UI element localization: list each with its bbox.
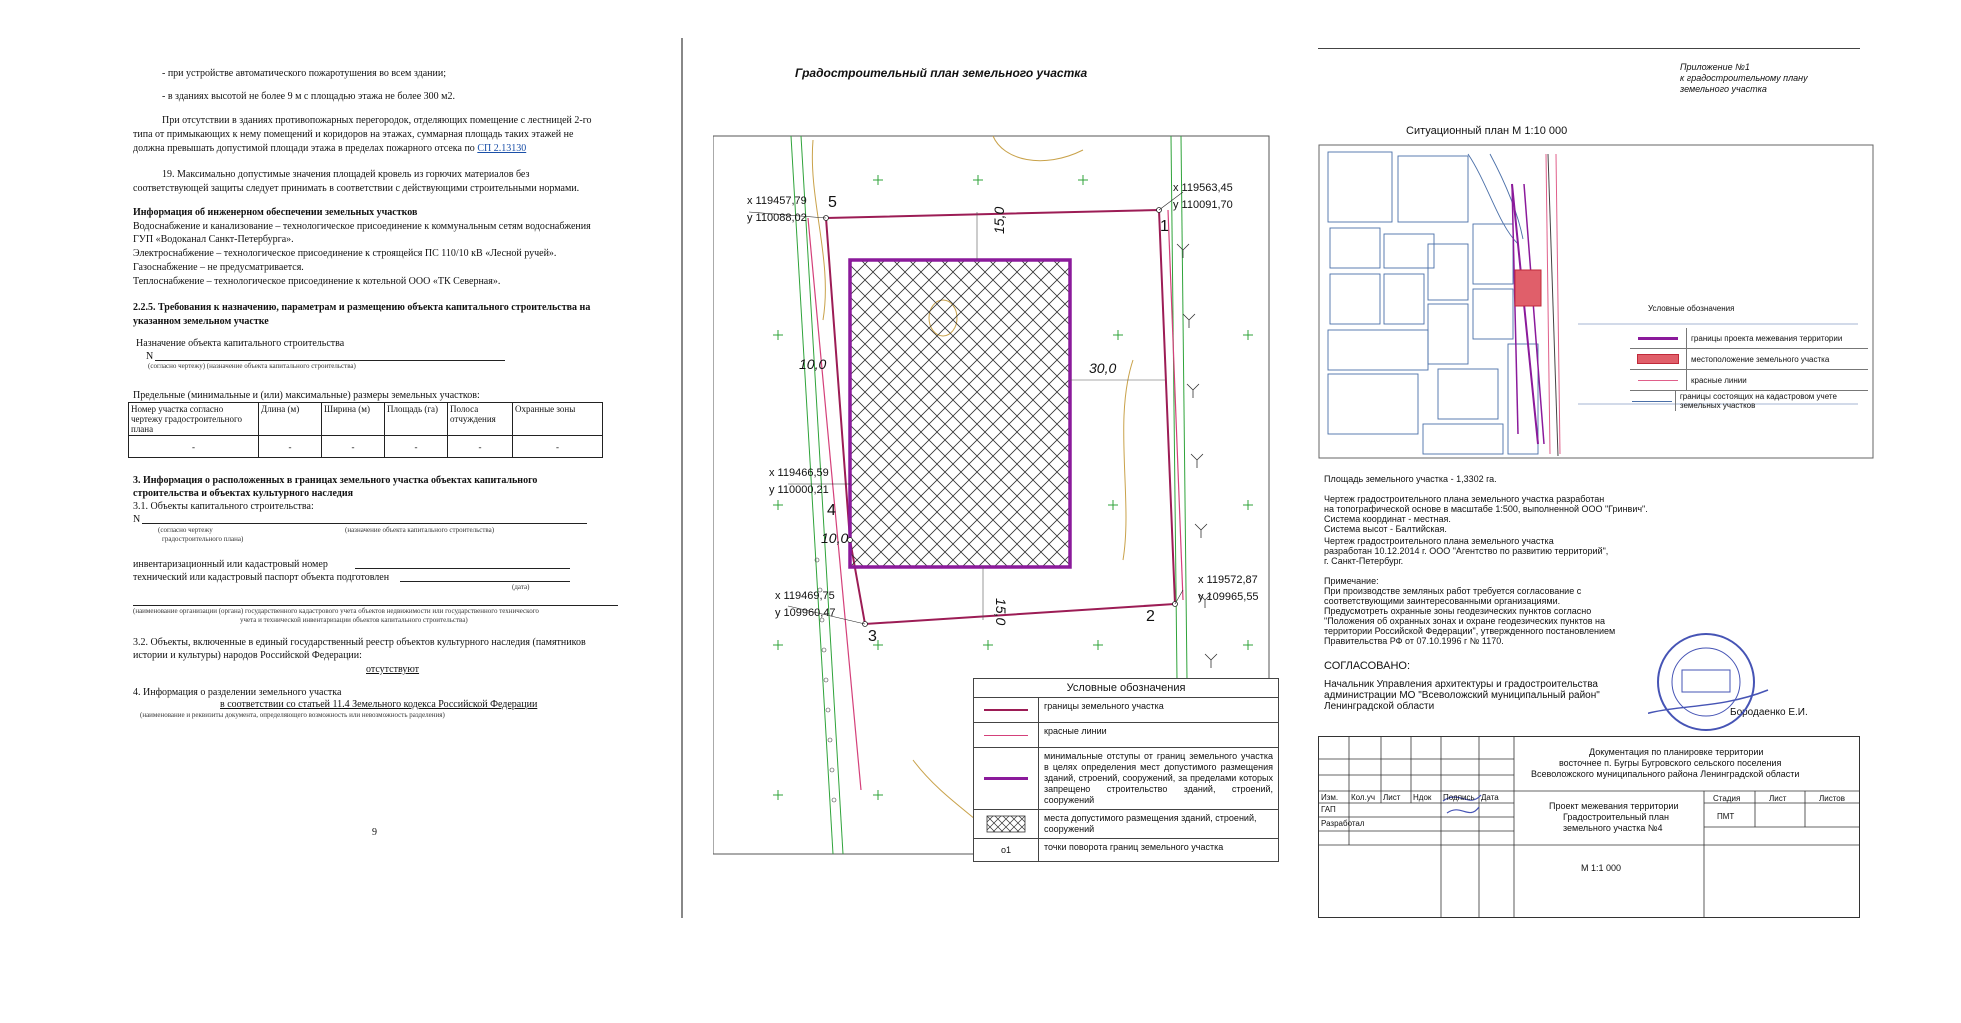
document-page-left — [0, 0, 680, 1023]
legend-text: точки поворота границ земельного участка — [1044, 842, 1224, 852]
legend-text: границы земельного участка — [1044, 701, 1164, 711]
note-line: Система координат - местная. — [1324, 514, 1451, 524]
stamp-col: Кол.уч — [1351, 793, 1375, 802]
legend-symbol — [974, 698, 1039, 722]
legend-title: Условные обозначения — [1648, 304, 1735, 313]
paragraph: Водоснабжение и канализование – технологическое присоединение к коммунальным сетям водоснабжения — [133, 221, 591, 232]
table-header: Охранные зоны — [513, 403, 603, 436]
document-page-situation — [1318, 40, 1878, 920]
page-rule — [1318, 48, 1860, 49]
project-line: Градостроительный план — [1563, 812, 1670, 822]
section-heading: Информация об инженерном обеспечении земельных участков — [133, 207, 418, 218]
paragraph: Газоснабжение – не предусматривается. — [133, 262, 304, 273]
fill-line — [400, 581, 570, 582]
legend-row — [974, 810, 1278, 839]
dimension-right: 30,0 — [1089, 360, 1117, 376]
agreed-line: Начальник Управления архитектуры и градостроительства — [1324, 679, 1598, 690]
fill-line — [142, 523, 587, 524]
area-text: Площадь земельного участка - 1,3302 га. — [1324, 474, 1497, 484]
note-line: Чертеж градостроительного плана земельного участка разработан — [1324, 494, 1605, 504]
point-label-2: 2 — [1146, 608, 1155, 625]
fill-line — [355, 568, 570, 569]
coord-x-5: x 119457,79 — [747, 195, 807, 207]
table-header-row — [129, 403, 603, 436]
paragraph: 4. Информация о разделении земельного участка — [133, 687, 342, 698]
table-header: Длина (м) — [259, 403, 322, 436]
table-cell: - — [259, 436, 322, 458]
coord-x-2: x 119572,87 — [1198, 574, 1258, 586]
coord-x-4: x 119466,59 — [769, 467, 829, 479]
coord-y-4: у 110000,21 — [769, 484, 829, 496]
caption: (дата) — [512, 583, 530, 591]
paragraph: соответствующей защиты следует принимать в соответствии с действующими строительными нормами. — [133, 183, 580, 194]
legend-row — [974, 698, 1278, 723]
situation-legend — [1630, 328, 1868, 414]
point-label-5: 5 — [828, 194, 837, 211]
paragraph: 3.2. Объекты, включенные в единый государственный реестр объектов культурного наследия (памятников — [133, 637, 586, 648]
signer-name: Бородаенко Е.И. — [1730, 707, 1808, 718]
paragraph: истории и культуры) народов Российской Федерации: — [133, 650, 362, 661]
paragraph: типа от примыкающих к нему помещений и коридоров на этажах, суммарная площадь таких этажей не — [133, 129, 574, 140]
note-line: Система высот - Балтийская. — [1324, 524, 1447, 534]
paragraph: инвентаризационный или кадастровый номер — [133, 559, 328, 570]
table-cell: - — [385, 436, 448, 458]
legend-text: границы проекта межевания территории — [1691, 333, 1843, 343]
legend-row — [1630, 349, 1868, 370]
caption: (согласно чертежу — [158, 526, 213, 534]
section-heading: 3. Информация о расположенных в границах земельного участка объектах капитального — [133, 475, 538, 486]
official-seal-icon — [1648, 630, 1788, 740]
paragraph: Электроснабжение – технологическое присоединение к строящейся ПС 110/10 кВ «Лесной ручей». — [133, 248, 557, 259]
plan-title: Градостроительный план земельного участка — [795, 66, 1088, 80]
remark-line: территории Российской Федерации", утвержденного постановлением — [1324, 626, 1616, 636]
legend-symbol — [1630, 370, 1687, 390]
table-header: Номер участка согласно чертежу градостроительного плана — [129, 403, 259, 436]
table-cell: - — [448, 436, 513, 458]
coord-y-5: у 110088,02 — [747, 212, 807, 224]
paragraph: - в зданиях высотой не более 9 м с площадью этажа не более 300 м2. — [162, 91, 455, 102]
legend-symbol — [1630, 328, 1687, 348]
stamp-header: Документация по планировке территории — [1589, 747, 1764, 757]
paragraph: - при устройстве автоматического пожаротушения во всем здании; — [162, 68, 446, 79]
section-heading: указанном земельном участке — [133, 316, 269, 327]
point-label-1: 1 — [1160, 218, 1169, 235]
note-line: г. Санкт-Петербург. — [1324, 556, 1404, 566]
appendix-line: Приложение №1 — [1680, 62, 1750, 72]
legend-row — [974, 748, 1278, 810]
stamp-col: Изм. — [1321, 793, 1339, 802]
value: в соответствии со статьей 11.4 Земельного кодекса Российской Федерации — [220, 699, 538, 710]
section-heading: 2.2.5. Требования к назначению, параметрам и размещению объекта капитального строительства на — [133, 302, 591, 313]
section-heading: строительства и объектах культурного наследия — [133, 488, 354, 499]
table-cell: - — [513, 436, 603, 458]
stage-col: Стадия — [1713, 794, 1741, 803]
fill-line — [155, 360, 505, 361]
legend-text: красные линии — [1691, 375, 1747, 385]
plan-legend — [973, 678, 1279, 862]
table-header: Ширина (м) — [322, 403, 385, 436]
stamp-col: Дата — [1481, 793, 1499, 802]
remark-line: "Положения об охранных зонах и охране геодезических пунктов на — [1324, 616, 1605, 626]
appendix-line: к градостроительному плану — [1680, 73, 1808, 83]
paragraph: 3.1. Объекты капитального строительства: — [133, 501, 314, 512]
coord-y-3: у 109960,47 — [775, 607, 836, 619]
legend-row — [974, 723, 1278, 748]
caption: (согласно чертежу) (назначение объекта капитального строительства) — [148, 362, 356, 370]
agreed-line: Ленинградской области — [1324, 701, 1435, 712]
legend-symbol — [974, 748, 1039, 809]
scale-text: М 1:1 000 — [1581, 863, 1622, 873]
paragraph: Назначение объекта капитального строительства — [136, 338, 345, 349]
appendix-line: земельного участка — [1680, 84, 1767, 94]
legend-row — [974, 839, 1278, 861]
legend-row — [1630, 370, 1868, 391]
legend-text: границы состоящих на кадастровом учете земельных участков — [1679, 392, 1837, 410]
legend-text: местоположение земельного участка — [1691, 354, 1830, 364]
legend-symbol — [1630, 349, 1687, 369]
field-n: N — [133, 514, 141, 525]
stamp-role: ГАП — [1321, 805, 1336, 814]
stamp-role: Разработал — [1321, 819, 1365, 828]
legend-symbol — [974, 810, 1039, 838]
remark-line: Предусмотреть охранные зоны геодезических пунктов согласно — [1324, 606, 1592, 616]
legend-title: Условные обозначения — [974, 679, 1278, 698]
remark-title: Примечание: — [1324, 576, 1379, 586]
paragraph: Теплоснабжение – технологическое присоединение к котельной ООО «ТК Северная». — [133, 276, 501, 287]
legend-row — [1630, 391, 1868, 411]
stamp-col: Подпись — [1443, 793, 1475, 802]
legend-text: красные линии — [1044, 726, 1107, 736]
project-line: земельного участка №4 — [1563, 823, 1663, 833]
situation-title: Ситуационный план М 1:10 000 — [1406, 125, 1568, 137]
project-line: Проект межевания территории — [1549, 801, 1679, 811]
caption: градостроительного плана) — [162, 535, 244, 543]
table-cell: - — [129, 436, 259, 458]
stamp-col: Лист — [1383, 793, 1401, 802]
sp-link[interactable]: СП 2.13130 — [477, 143, 527, 154]
dimension-left-2: 10,0 — [821, 530, 849, 546]
stamp-header: Всеволожского муниципального района Ленинградской области — [1531, 769, 1800, 779]
stage-col: Лист — [1769, 794, 1787, 803]
stage-col: Листов — [1819, 794, 1845, 803]
paragraph: При отсутствии в зданиях противопожарных перегородок, отделяющих помещение с лестницей 2-го — [162, 115, 592, 126]
value: отсутствуют — [366, 664, 420, 675]
dimension-top: 15,0 — [991, 206, 1007, 234]
paragraph: технический или кадастровый паспорт объекта подготовлен — [133, 572, 390, 583]
point-label-4: 4 — [827, 502, 836, 519]
table-row — [129, 436, 603, 458]
agreed-line: администрации МО "Всеволожский муниципальный район" — [1324, 690, 1600, 701]
page-number: 9 — [372, 827, 377, 838]
coord-x-3: x 119469,75 — [775, 590, 835, 602]
field-n: N — [146, 351, 154, 362]
dimension-left-1: 10,0 — [799, 356, 827, 372]
note-line: на топографической основе в масштабе 1:500, выполненной ООО "Гринвич". — [1324, 504, 1648, 514]
paragraph-text: должна превышать допустимой площади этажа в пределах пожарного отсека по — [133, 143, 475, 154]
agreed-title: СОГЛАСОВАНО: — [1324, 660, 1411, 672]
caption: (наименование и реквизиты документа, определяющего возможность или невозможность разделения) — [140, 711, 445, 719]
legend-row — [1630, 328, 1868, 349]
caption: (назначение объекта капитального строительства) — [345, 526, 495, 534]
dimension-bottom: 15,0 — [993, 598, 1009, 626]
note-line: разработан 10.12.2014 г. ООО "Агентство по развитию территорий", — [1324, 546, 1609, 556]
fill-line — [133, 605, 618, 606]
legend-text: минимальные отступы от границ земельного участка в целях определения мест допустимого размещения зданий, строений, сооружений, за пределами которых запрещено строительство зданий, строений, сооружений — [1044, 751, 1273, 805]
stage-value: ПМТ — [1717, 812, 1735, 821]
caption: (наименование организации (органа) государственного кадастрового учета объектов недвижимости или государственного технического — [133, 607, 539, 615]
paragraph: ГУП «Водоканал Санкт-Петербурга». — [133, 234, 294, 245]
remark-line: соответствующими заинтересованными организациями. — [1324, 596, 1561, 606]
table-header: Полоса отчуждения — [448, 403, 513, 436]
paragraph — [133, 142, 526, 155]
caption: учета и технической инвентаризации объектов капитального строительства) — [240, 616, 468, 624]
note-line: Чертеж градостроительного плана земельного участка — [1324, 536, 1554, 546]
paragraph: Предельные (минимальные и (или) максимальные) размеры земельных участков: — [133, 390, 480, 401]
stamp-col: Ндок — [1413, 793, 1432, 802]
coord-y-2: у 109965,55 — [1198, 591, 1259, 603]
coord-x-1: x 119563,45 — [1173, 182, 1233, 194]
page-divider — [681, 38, 683, 918]
coord-y-1: у 110091,70 — [1173, 199, 1233, 211]
remark-line: Правительства РФ от 07.10.1996 г № 1170. — [1324, 636, 1504, 646]
paragraph: 19. Максимально допустимые значения площадей кровель из горючих материалов без — [162, 169, 530, 180]
remark-line: При производстве земляных работ требуется согласование с — [1324, 586, 1582, 596]
document-page-plan — [713, 0, 1283, 900]
legend-symbol: о1 — [974, 839, 1039, 861]
legend-symbol — [974, 723, 1039, 747]
point-label-3: 3 — [868, 628, 877, 645]
table-header: Площадь (га) — [385, 403, 448, 436]
title-block — [1318, 736, 1860, 918]
table-cell: - — [322, 436, 385, 458]
limits-table — [128, 402, 603, 458]
stamp-header: восточнее п. Бугры Бугровского сельского поселения — [1559, 758, 1782, 768]
legend-text: места допустимого размещения зданий, строений, сооружений — [1044, 813, 1257, 834]
legend-symbol — [1630, 391, 1676, 411]
